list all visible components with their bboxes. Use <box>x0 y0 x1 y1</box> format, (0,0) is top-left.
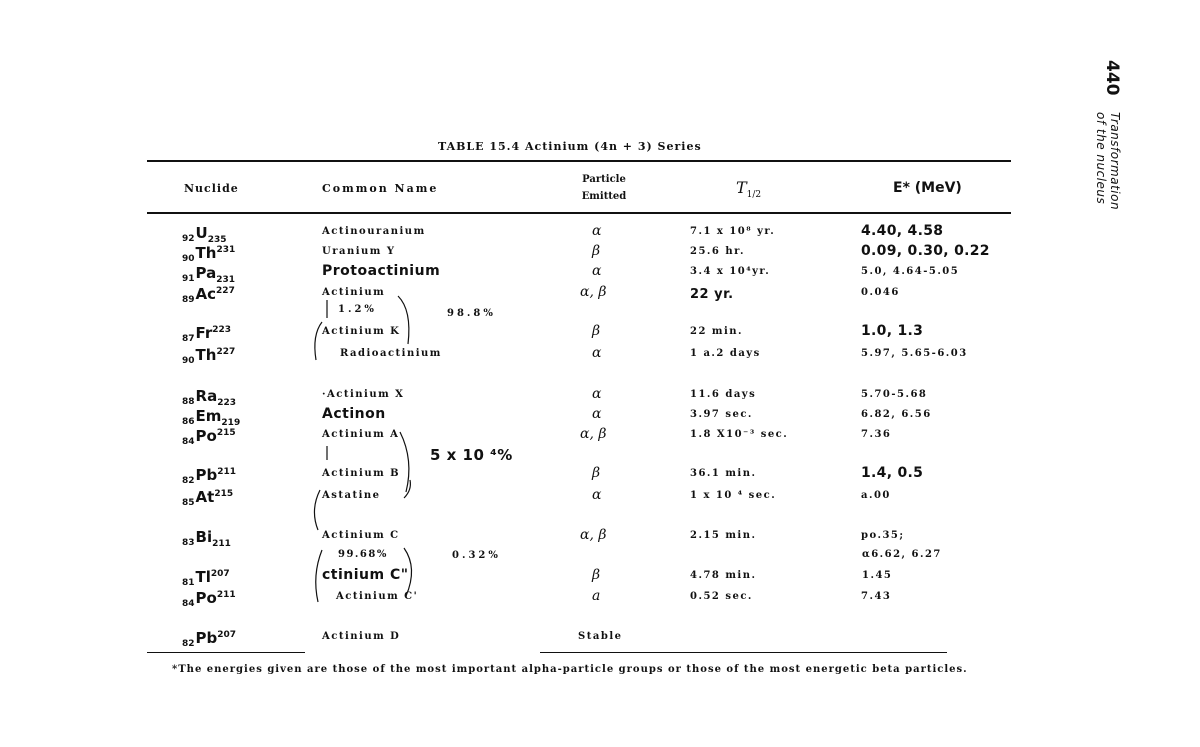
half-life: 1.8 X10⁻³ sec. <box>690 429 789 440</box>
common-name: Astatine <box>322 490 381 501</box>
half-life: 1 a.2 days <box>690 348 761 359</box>
running-head: Transformation of the nucleus <box>1094 112 1122 211</box>
particle-emitted: α, β <box>580 527 607 543</box>
mass-number: 227 <box>216 347 236 357</box>
element-symbol: Ac <box>195 285 217 303</box>
energy-mev: 0.046 <box>861 287 900 298</box>
particle-emitted: α, β <box>580 426 607 442</box>
half-life: 2.15 min. <box>690 530 757 541</box>
energy-mev: 6.82, 6.56 <box>861 409 932 420</box>
energy-mev: 5.70-5.68 <box>861 389 928 400</box>
common-name: Uranium Y <box>322 246 396 257</box>
element-symbol: Tl <box>195 568 211 586</box>
branch-bi: 0.32% <box>452 550 501 561</box>
arrow-bi-tl <box>316 550 322 602</box>
common-name: ·Actinium X <box>322 389 405 400</box>
common-name: Actinium D <box>322 631 401 642</box>
atomic-number: 82 <box>182 476 195 486</box>
energy-mev: 4.40, 4.58 <box>861 223 944 239</box>
energy-mev: 7.36 <box>861 429 892 440</box>
header-half-life-sub: 1/2 <box>746 190 762 201</box>
particle-emitted: β <box>592 567 601 583</box>
header-energy: E* (MeV) <box>893 180 962 196</box>
mass-number: 211 <box>217 467 237 477</box>
atomic-number: 86 <box>182 417 195 427</box>
atomic-number: 87 <box>182 334 195 344</box>
arrow-ac-th <box>398 296 409 344</box>
mass-number: 219 <box>221 418 241 428</box>
half-life: 3.4 x 10⁴yr. <box>690 266 771 277</box>
mass-number: 235 <box>207 235 227 245</box>
common-name: Actinium C <box>322 530 400 541</box>
page-number: 440 <box>1102 60 1122 96</box>
particle-emitted: β <box>592 323 601 339</box>
half-life: 22 min. <box>690 326 744 337</box>
header-half-life-symbol: T <box>736 178 747 197</box>
common-name: Actinium <box>322 287 386 298</box>
energy-mev: 1.4, 0.5 <box>861 465 924 481</box>
atomic-number: 82 <box>182 639 195 649</box>
energy-mev: a.00 <box>861 490 891 501</box>
atomic-number: 90 <box>182 254 195 264</box>
particle-emitted: a <box>592 588 601 604</box>
branch-ac-minor: 1.2% <box>338 304 377 315</box>
header-particle-line1: Particle <box>582 174 626 185</box>
common-name: ctinium C" <box>322 567 409 583</box>
common-name: Actinium C' <box>336 591 419 602</box>
element-symbol: U <box>195 224 208 242</box>
mass-number: 215 <box>214 489 234 499</box>
common-name: Actinium B <box>322 468 401 479</box>
arrow-pb-bi <box>314 490 320 530</box>
table-footnote: *The energies given are those of the most important alpha-particle groups or those of the most energetic beta particles. <box>172 664 968 675</box>
particle-emitted: α <box>592 406 602 422</box>
element-symbol: Pb <box>195 629 218 647</box>
particle-emitted: α, β <box>580 284 607 300</box>
energy-mev: 5.0, 4.64-5.05 <box>861 266 960 277</box>
element-symbol: Po <box>195 589 217 607</box>
atomic-number: 84 <box>182 437 195 447</box>
particle-emitted: α <box>592 263 602 279</box>
atomic-number: 91 <box>182 274 195 284</box>
atomic-number: 90 <box>182 356 195 366</box>
mass-number: 227 <box>216 286 235 296</box>
half-life: 11.6 days <box>690 389 757 400</box>
element-symbol: Bi <box>195 528 213 546</box>
energy-mev: 1.0, 1.3 <box>861 323 924 339</box>
header-particle-line2: Emitted <box>581 191 627 202</box>
energy-mev: 5.97, 5.65-6.03 <box>861 348 968 359</box>
arrow-fr-th <box>315 322 322 360</box>
atomic-number: 92 <box>182 234 195 244</box>
energy-mev: 0.09, 0.30, 0.22 <box>861 243 990 259</box>
energy-mev: 1.45 <box>862 570 893 581</box>
element-symbol: Th <box>195 346 217 364</box>
mass-number: 231 <box>216 275 236 285</box>
mass-number: 207 <box>210 569 230 579</box>
element-symbol: Po <box>195 427 217 445</box>
mass-number: 215 <box>216 428 236 438</box>
particle-emitted: β <box>592 243 601 259</box>
atomic-number: 81 <box>182 578 195 588</box>
particle-emitted: α <box>592 386 602 402</box>
particle-emitted: β <box>592 465 601 481</box>
energy-mev: po.35; <box>861 530 905 541</box>
half-life: 25.6 hr. <box>690 246 745 257</box>
atomic-number: 89 <box>182 295 195 305</box>
header-common-name: Common Name <box>322 182 439 195</box>
element-symbol: Ra <box>195 387 218 405</box>
common-name: Actinon <box>322 406 386 422</box>
mass-number: 211 <box>216 590 236 600</box>
half-life: 0.52 sec. <box>690 591 753 602</box>
common-name: Radioactinium <box>340 348 442 359</box>
particle-emitted: α <box>592 345 602 361</box>
energy-mev: 7.43 <box>861 591 892 602</box>
header-nuclide: Nuclide <box>184 182 239 195</box>
element-symbol: Pb <box>195 466 218 484</box>
half-life: 7.1 x 10⁸ yr. <box>690 226 776 237</box>
half-life: 36.1 min. <box>690 468 757 479</box>
energy-mev: α6.62, 6.27 <box>862 549 942 560</box>
half-life: 22 yr. <box>690 287 734 302</box>
particle-emitted: α <box>592 223 602 239</box>
element-symbol: Pa <box>195 264 217 282</box>
mass-number: 211 <box>212 539 231 549</box>
particle-emitted: α <box>592 487 602 503</box>
table-caption: TABLE 15.4 Actinium (4n + 3) Series <box>438 140 702 153</box>
mass-number: 223 <box>217 398 237 408</box>
atomic-number: 85 <box>182 498 195 508</box>
mass-number: 231 <box>216 245 236 255</box>
common-name: Actinium A <box>322 429 400 440</box>
branch-ac-major: 98.8% <box>447 308 496 319</box>
mass-number: 207 <box>217 630 237 640</box>
common-name: 99.68% <box>338 549 388 560</box>
common-name: Actinouranium <box>322 226 426 237</box>
branch-po: 5 x 10 ⁴% <box>430 446 513 464</box>
element-symbol: Th <box>195 244 217 262</box>
half-life: Stable <box>578 631 623 642</box>
arrow-po-at <box>400 432 409 492</box>
element-symbol: Em <box>195 407 222 425</box>
element-symbol: Fr <box>195 324 213 342</box>
arrow-bi-po <box>404 548 412 596</box>
element-symbol: At <box>195 488 215 506</box>
atomic-number: 83 <box>182 538 195 548</box>
half-life: 3.97 sec. <box>690 409 753 420</box>
half-life: 4.78 min. <box>690 570 757 581</box>
half-life: 1 x 10 ⁴ sec. <box>690 490 777 501</box>
common-name: Actinium K <box>322 326 401 337</box>
atomic-number: 84 <box>182 599 195 609</box>
common-name: Protoactinium <box>322 263 441 279</box>
mass-number: 223 <box>212 325 232 335</box>
atomic-number: 88 <box>182 397 195 407</box>
